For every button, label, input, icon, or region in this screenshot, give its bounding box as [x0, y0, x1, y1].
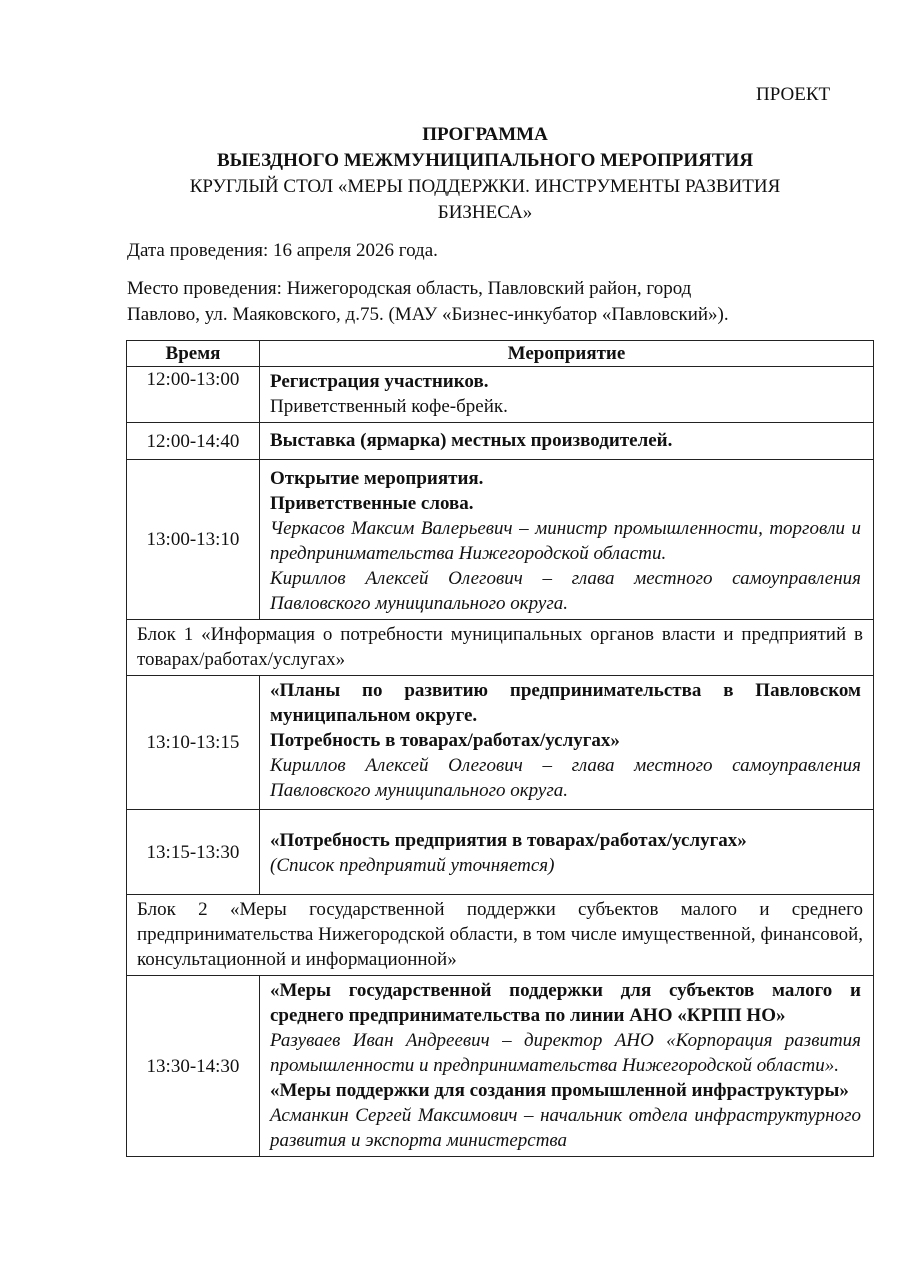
event-note: (Список предприятий уточняется) [270, 855, 555, 876]
time-cell: 13:15-13:30 [127, 810, 260, 895]
block-heading: Блок 1 «Информация о потребности муниципальных органов власти и предприятий в товарах/работах/услугах» [127, 620, 874, 676]
table-row [127, 367, 874, 423]
title-line-program: ПРОГРАММА [422, 124, 548, 145]
event-cell [260, 460, 874, 620]
event-date: Дата проведения: 16 апреля 2026 года. [127, 240, 438, 261]
column-header-time: Время [127, 341, 260, 367]
time-cell: 13:00-13:10 [127, 460, 260, 620]
column-header-event: Мероприятие [260, 341, 874, 367]
speaker: Асманкин Сергей Максимович – начальник отдела инфраструктурного развития и экспорта министерства [270, 1105, 861, 1151]
table-header-row [127, 341, 874, 367]
table-row [127, 460, 874, 620]
time-cell: 12:00-14:40 [127, 423, 260, 460]
title-line-roundtable-end: БИЗНЕСА» [437, 202, 533, 223]
event-cell [260, 676, 874, 810]
event-subtitle: Приветственные слова. [270, 493, 474, 514]
speaker: Кириллов Алексей Олегович – глава местного самоуправления Павловского муниципального округа. [270, 568, 861, 614]
time-cell: 13:30-14:30 [127, 976, 260, 1157]
speaker: Кириллов Алексей Олегович – глава местного самоуправления Павловского муниципального округа. [270, 755, 861, 801]
time-cell: 12:00-13:00 [127, 367, 260, 423]
event-cell [260, 367, 874, 423]
event-title: Выставка (ярмарка) местных производителей. [270, 430, 673, 451]
title-line-event-type: ВЫЕЗДНОГО МЕЖМУНИЦИПАЛЬНОГО МЕРОПРИЯТИЯ [216, 150, 754, 171]
speaker: Разуваев Иван Андреевич – директор АНО «Корпорация развития промышленности и предпринимательства Нижегородской области». [270, 1030, 861, 1076]
event-subtitle: Потребность в товарах/работах/услугах» [270, 730, 620, 751]
event-cell [260, 976, 874, 1157]
event-title: «Меры государственной поддержки для субъектов малого и среднего предпринимательства по линии АНО «КРПП НО» [270, 980, 861, 1026]
event-title: «Планы по развитию предпринимательства в Павловском муниципальном округе. [270, 680, 861, 726]
table-row [127, 810, 874, 895]
table-row [127, 676, 874, 810]
block-heading: Блок 2 «Меры государственной поддержки субъектов малого и среднего предпринимательства Нижегородской области, в том числе имущественной, финансовой, консультационной и информационной» [127, 895, 874, 976]
table-row [127, 423, 874, 460]
program-table [126, 340, 874, 1157]
table-row [127, 976, 874, 1157]
event-subtitle: «Меры поддержки для создания промышленной инфраструктуры» [270, 1080, 849, 1101]
draft-stamp: ПРОЕКТ [756, 84, 831, 105]
title-line-roundtable: КРУГЛЫЙ СТОЛ «МЕРЫ ПОДДЕРЖКИ. ИНСТРУМЕНТЫ РАЗВИТИЯ [189, 176, 781, 197]
event-cell [260, 810, 874, 895]
document-title [120, 122, 850, 226]
event-place-line-1: Место проведения: Нижегородская область, Павловский район, город [127, 278, 692, 299]
block-row [127, 895, 874, 976]
time-cell: 13:10-13:15 [127, 676, 260, 810]
event-cell [260, 423, 874, 460]
event-place [127, 276, 847, 328]
block-row [127, 620, 874, 676]
event-title: Открытие мероприятия. [270, 468, 484, 489]
event-title: Регистрация участников. [270, 371, 489, 392]
speaker: Черкасов Максим Валерьевич – министр промышленности, торговли и предпринимательства Нижегородской области. [270, 518, 861, 564]
event-title: «Потребность предприятия в товарах/работах/услугах» [270, 830, 747, 851]
event-place-line-2: Павлово, ул. Маяковского, д.75. (МАУ «Бизнес-инкубатор «Павловский»). [127, 304, 729, 325]
event-note: Приветственный кофе-брейк. [270, 396, 508, 417]
